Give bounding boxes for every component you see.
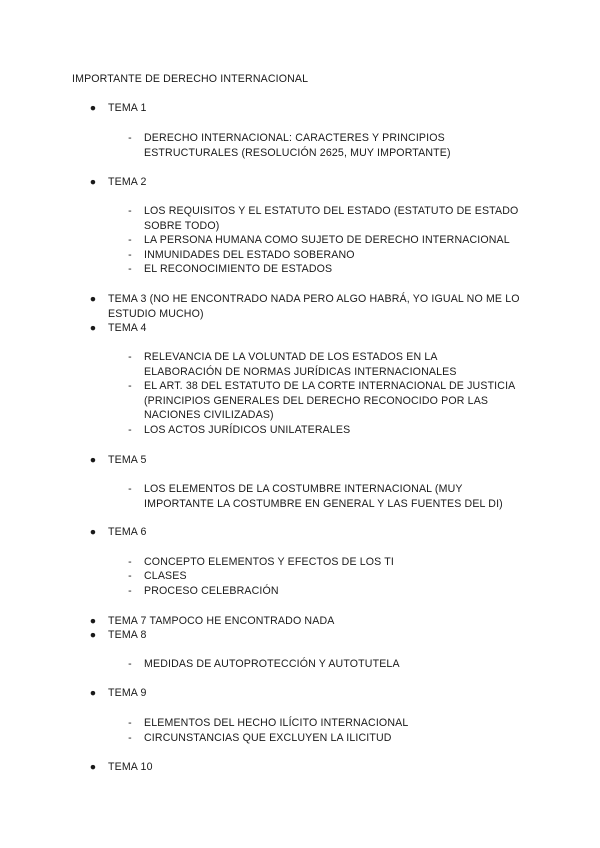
dash-icon: - <box>128 263 132 275</box>
topic-label: TEMA 2 <box>108 176 147 188</box>
dash-icon: - <box>128 732 132 744</box>
item-text: DERECHO INTERNACIONAL: CARACTERES Y PRINCIPIOS ESTRUCTURALES (RESOLUCIÓN 2625, MUY IMPORTANTE) <box>144 132 451 159</box>
item-text: CONCEPTO ELEMENTOS Y EFECTOS DE LOS TI <box>144 556 395 568</box>
topic-label: TEMA 10 <box>108 761 153 773</box>
topic-1-item-1 <box>128 131 536 160</box>
topic-2-item-2 <box>128 233 536 248</box>
topic-4-item-3 <box>128 423 536 438</box>
dash-icon: - <box>128 424 132 436</box>
topic-9 <box>89 686 528 701</box>
topic-label: TEMA 4 <box>108 322 147 334</box>
bullet-icon: ● <box>89 322 97 334</box>
topic-4 <box>89 321 528 336</box>
topic-9-item-1 <box>128 716 536 731</box>
topic-8 <box>89 628 528 643</box>
item-text: PROCESO CELEBRACIÓN <box>144 585 279 597</box>
item-text: LOS ACTOS JURÍDICOS UNILATERALES <box>144 424 351 436</box>
topic-6-item-2 <box>128 569 536 584</box>
document-title: IMPORTANTE DE DERECHO INTERNACIONAL <box>72 73 309 85</box>
topic-label: TEMA 8 <box>108 629 147 641</box>
topic-label: TEMA 3 (NO HE ENCONTRADO NADA PERO ALGO HABRÁ, YO IGUAL NO ME LO ESTUDIO MUCHO) <box>108 293 520 320</box>
dash-icon: - <box>128 205 132 217</box>
item-text: EL RECONOCIMIENTO DE ESTADOS <box>144 263 333 275</box>
item-text: CLASES <box>144 570 187 582</box>
topic-2-item-3 <box>128 248 536 263</box>
dash-icon: - <box>128 380 132 392</box>
dash-icon: - <box>128 570 132 582</box>
topic-label: TEMA 6 <box>108 526 147 538</box>
bullet-icon: ● <box>89 102 97 114</box>
dash-icon: - <box>128 556 132 568</box>
topic-3 <box>89 292 523 321</box>
topic-6 <box>89 525 528 540</box>
bullet-icon: ● <box>89 526 97 538</box>
dash-icon: - <box>128 483 132 495</box>
dash-icon: - <box>128 658 132 670</box>
item-text: ELEMENTOS DEL HECHO ILÍCITO INTERNACIONAL <box>144 717 409 729</box>
item-text: RELEVANCIA DE LA VOLUNTAD DE LOS ESTADOS EN LA ELABORACIÓN DE NORMAS JURÍDICAS INTERNACIONALES <box>144 351 457 378</box>
topic-2-item-4 <box>128 262 536 277</box>
bullet-icon: ● <box>89 629 97 641</box>
dash-icon: - <box>128 585 132 597</box>
item-text: LOS REQUISITOS Y EL ESTATUTO DEL ESTADO (ESTATUTO DE ESTADO SOBRE TODO) <box>144 205 519 232</box>
topic-8-item-1 <box>128 657 536 672</box>
topic-6-item-3 <box>128 584 536 599</box>
bullet-icon: ● <box>89 615 97 627</box>
topic-1 <box>89 101 528 116</box>
topic-2 <box>89 175 528 190</box>
dash-icon: - <box>128 717 132 729</box>
bullet-icon: ● <box>89 687 97 699</box>
dash-icon: - <box>128 234 132 246</box>
topic-9-item-2 <box>128 731 536 746</box>
item-text: CIRCUNSTANCIAS QUE EXCLUYEN LA ILICITUD <box>144 732 392 744</box>
topic-label: TEMA 9 <box>108 687 147 699</box>
topic-label: TEMA 1 <box>108 102 147 114</box>
topic-label: TEMA 7 TAMPOCO HE ENCONTRADO NADA <box>108 615 335 627</box>
item-text: LOS ELEMENTOS DE LA COSTUMBRE INTERNACIONAL (MUY IMPORTANTE LA COSTUMBRE EN GENERAL Y LAS FUENTES DEL DI) <box>144 483 503 510</box>
topic-5 <box>89 453 528 468</box>
dash-icon: - <box>128 249 132 261</box>
bullet-icon: ● <box>89 176 97 188</box>
topic-label: TEMA 5 <box>108 454 147 466</box>
topic-6-item-1 <box>128 555 536 570</box>
topic-4-item-2 <box>128 379 536 423</box>
bullet-icon: ● <box>89 454 97 466</box>
topic-4-item-1 <box>128 350 474 379</box>
topic-2-item-1 <box>128 204 536 233</box>
bullet-icon: ● <box>89 293 97 305</box>
topic-10 <box>89 760 528 775</box>
item-text: LA PERSONA HUMANA COMO SUJETO DE DERECHO INTERNACIONAL <box>144 234 510 246</box>
dash-icon: - <box>128 351 132 363</box>
topic-5-item-1 <box>128 482 524 511</box>
item-text: MEDIDAS DE AUTOPROTECCIÓN Y AUTOTUTELA <box>144 658 400 670</box>
topic-7 <box>89 614 528 629</box>
bullet-icon: ● <box>89 761 97 773</box>
item-text: EL ART. 38 DEL ESTATUTO DE LA CORTE INTERNACIONAL DE JUSTICIA (PRINCIPIOS GENERALES DEL DERECHO RECONOCIDO POR LAS NACIONES CIVILIZADAS) <box>144 380 515 422</box>
dash-icon: - <box>128 132 132 144</box>
item-text: INMUNIDADES DEL ESTADO SOBERANO <box>144 249 355 261</box>
